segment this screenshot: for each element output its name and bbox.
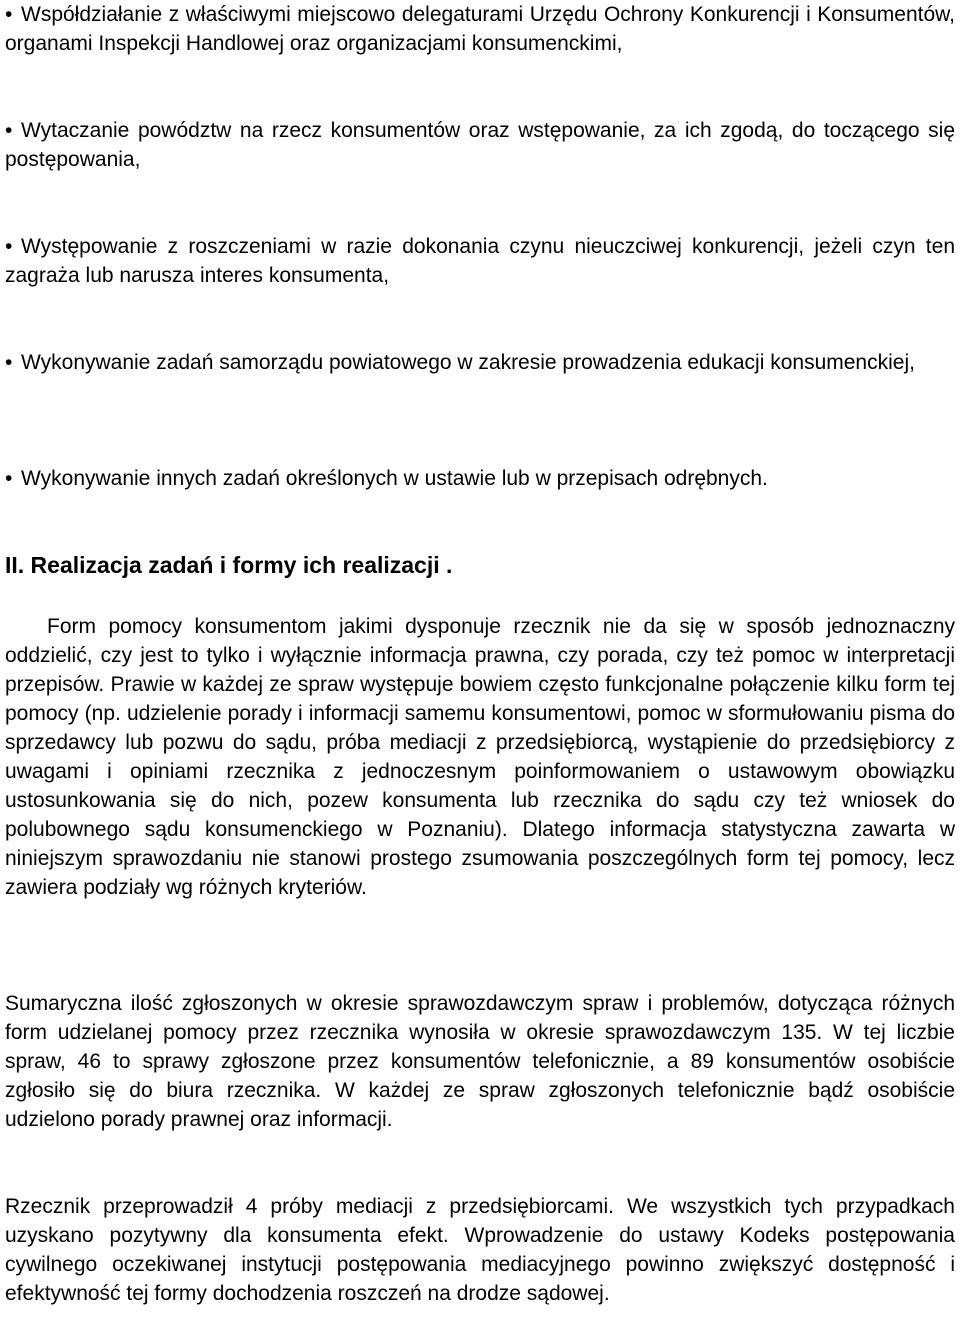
bullet-text: Współdziałanie z właściwymi miejscowo delegaturami Urzędu Ochrony Konkurencji i Konsumentów, organami Inspekcji Handlowej oraz organizacjami konsumenckimi,	[5, 3, 955, 55]
bullet-icon: •	[5, 235, 13, 258]
bullet-icon: •	[5, 467, 13, 490]
bullet-text: Wykonywanie zadań samorządu powiatowego w zakresie prowadzenia edukacji konsumenckiej,	[21, 351, 915, 374]
bullet-item-lawsuits	[5, 116, 955, 174]
bullet-text: Wytaczanie powództw na rzecz konsumentów oraz wstępowanie, za ich zgodą, do toczącego się postępowania,	[5, 119, 955, 171]
bullet-icon: •	[5, 3, 13, 26]
bullet-text: Wykonywanie innych zadań określonych w ustawie lub w przepisach odrębnych.	[21, 467, 768, 490]
bullet-item-cooperation	[5, 0, 955, 58]
bullet-item-claims	[5, 232, 955, 290]
bullet-item-education	[5, 348, 955, 377]
bullet-text: Występowanie z roszczeniami w razie dokonania czynu nieuczciwej konkurencji, jeżeli czyn ten zagraża lub narusza interes konsumenta,	[5, 235, 955, 287]
bullet-icon: •	[5, 119, 13, 142]
bullet-icon: •	[5, 351, 13, 374]
paragraph-forms-of-help: Form pomocy konsumentom jakimi dysponuje rzecznik nie da się w sposób jednoznaczny oddzielić, czy jest to tylko i wyłącznie informacja prawna, czy porada, czy też pomoc w interpretacji przepisów. Prawie w każdej ze spraw występuje bowiem często funkcjonalne połączenie kilku form tej pomocy (np. udzielenie porady i informacji samemu konsumentowi, pomoc w sformułowaniu pisma do sprzedawcy lub pozwu do sądu, próba mediacji z przedsiębiorcą, wystąpienie do przedsiębiorcy z uwagami i opiniami rzecznika z jednoczesnym poinformowaniem o ustawowym obowiązku ustosunkowania się do nich, pozew konsumenta lub rzecznika do sądu czy też wniosek do polubownego sądu konsumenckiego w Poznaniu). Dlatego informacja statystyczna zawarta w niniejszym sprawozdaniu nie stanowi prostego zsumowania poszczególnych form tej pomocy, lecz zawiera podziały wg różnych kryteriów.	[5, 615, 955, 899]
paragraph-summary-count: Sumaryczna ilość zgłoszonych w okresie sprawozdawczym spraw i problemów, dotycząca różnych form udzielanej pomocy przez rzecznika wynosiła w okresie sprawozdawczym 135. W tej liczbie spraw, 46 to sprawy zgłoszone przez konsumentów telefonicznie, a 89 konsumentów osobiście zgłosiło się do biura rzecznika. W każdej ze spraw zgłoszonych telefonicznie bądź osobiście udzielono porady prawnej oraz informacji.	[5, 992, 955, 1131]
paragraph-mediation: Rzecznik przeprowadził 4 próby mediacji z przedsiębiorcami. We wszystkich tych przypadkach uzyskano pozytywny dla konsumenta efekt. Wprowadzenie do ustawy Kodeks postępowania cywilnego oczekiwanej instytucji postępowania mediacyjnego powinno zwiększyć dostępność i efektywność tej formy dochodzenia roszczeń na drodze sądowej.	[5, 1195, 955, 1305]
bullet-item-other-tasks	[5, 464, 955, 493]
section-heading: II. Realizacja zadań i formy ich realizacji .	[5, 552, 453, 578]
